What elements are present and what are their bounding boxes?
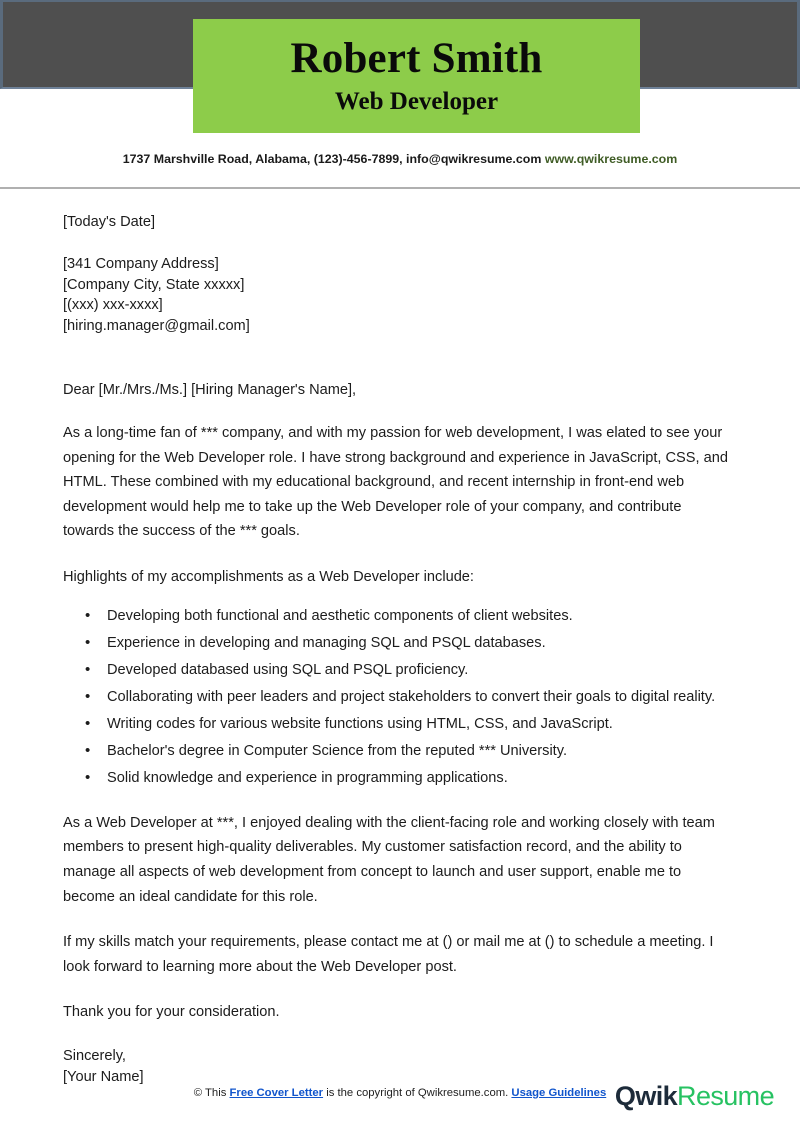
- highlights-list: [63, 604, 735, 791]
- list-item: • Solid knowledge and experience in programming applications.: [107, 766, 735, 791]
- opening-paragraph: As a long-time fan of *** company, and with my passion for web development, I was elated to see your opening for the Web Developer role. I have strong background and experience in JavaScript, CSS, and HTML. These combined with my educational background, and recent internship in front-end web development would help me to take up the Web Developer role of your company, and contribute towards the success of the *** goals.: [63, 425, 728, 540]
- page-title: Robert Smith: [290, 35, 543, 82]
- list-item: • Writing codes for various website functions using HTML, CSS, and JavaScript.: [107, 712, 735, 737]
- recipient-line: [341 Company Address]: [63, 256, 219, 272]
- recipient-address: [63, 254, 735, 336]
- header-divider: [0, 187, 800, 189]
- letter-date: [Today's Date]: [63, 214, 156, 230]
- contact-line: [0, 152, 800, 166]
- salutation: Dear [Mr./Mrs./Ms.] [Hiring Manager's Name],: [63, 382, 357, 398]
- logo-text-resume: Resume: [677, 1081, 774, 1111]
- list-item: • Developed databased using SQL and PSQL proficiency.: [107, 658, 735, 683]
- recipient-line: [(xxx) xxx-xxxx]: [63, 297, 163, 313]
- logo-text-qwik: Qwik: [614, 1081, 678, 1111]
- recipient-line: [hiring.manager@gmail.com]: [63, 317, 250, 334]
- list-item: • Developing both functional and aesthetic components of client websites.: [107, 604, 735, 629]
- thanks-line: Thank you for your consideration.: [63, 1004, 280, 1021]
- free-cover-letter-link[interactable]: Free Cover Letter: [229, 1087, 324, 1099]
- page-footer: [0, 1069, 800, 1131]
- contact-details: 1737 Marshville Road, Alabama, (123)-456-7899, info@qwikresume.com: [122, 152, 542, 166]
- qwikresume-logo[interactable]: [615, 1081, 774, 1111]
- highlights-intro: Highlights of my accomplishments as a Web Developer include:: [63, 568, 474, 585]
- list-item: • Collaborating with peer leaders and project stakeholders to convert their goals to digital reality.: [107, 685, 735, 710]
- signature-name: [Your Name]: [63, 1068, 144, 1085]
- name-banner: [193, 19, 640, 133]
- recipient-line: [Company City, State xxxxx]: [63, 276, 245, 293]
- list-item: • Experience in developing and managing SQL and PSQL databases.: [107, 631, 735, 656]
- experience-paragraph: As a Web Developer at ***, I enjoyed dealing with the client-facing role and working closely with team members to present high-quality deliverables. My customer satisfaction record, and the ability to manage all aspects of web development from concept to launch and user support, enable me to become an ideal candidate for this role.: [63, 814, 715, 905]
- contact-website[interactable]: www.qwikresume.com: [544, 152, 678, 166]
- copyright-prefix: © This: [193, 1087, 230, 1099]
- list-item: • Bachelor's degree in Computer Science from the reputed *** University.: [107, 739, 735, 764]
- copyright-middle: is the copyright of Qwikresume.com.: [323, 1087, 512, 1099]
- usage-guidelines-link[interactable]: Usage Guidelines: [511, 1087, 607, 1099]
- closing-paragraph: If my skills match your requirements, please contact me at () or mail me at () to schedule a meeting. I look forward to learning more about the Web Developer post.: [63, 934, 714, 975]
- letter-body: [63, 212, 735, 1088]
- sign-off: Sincerely,: [63, 1047, 126, 1064]
- job-title: Web Developer: [334, 88, 499, 115]
